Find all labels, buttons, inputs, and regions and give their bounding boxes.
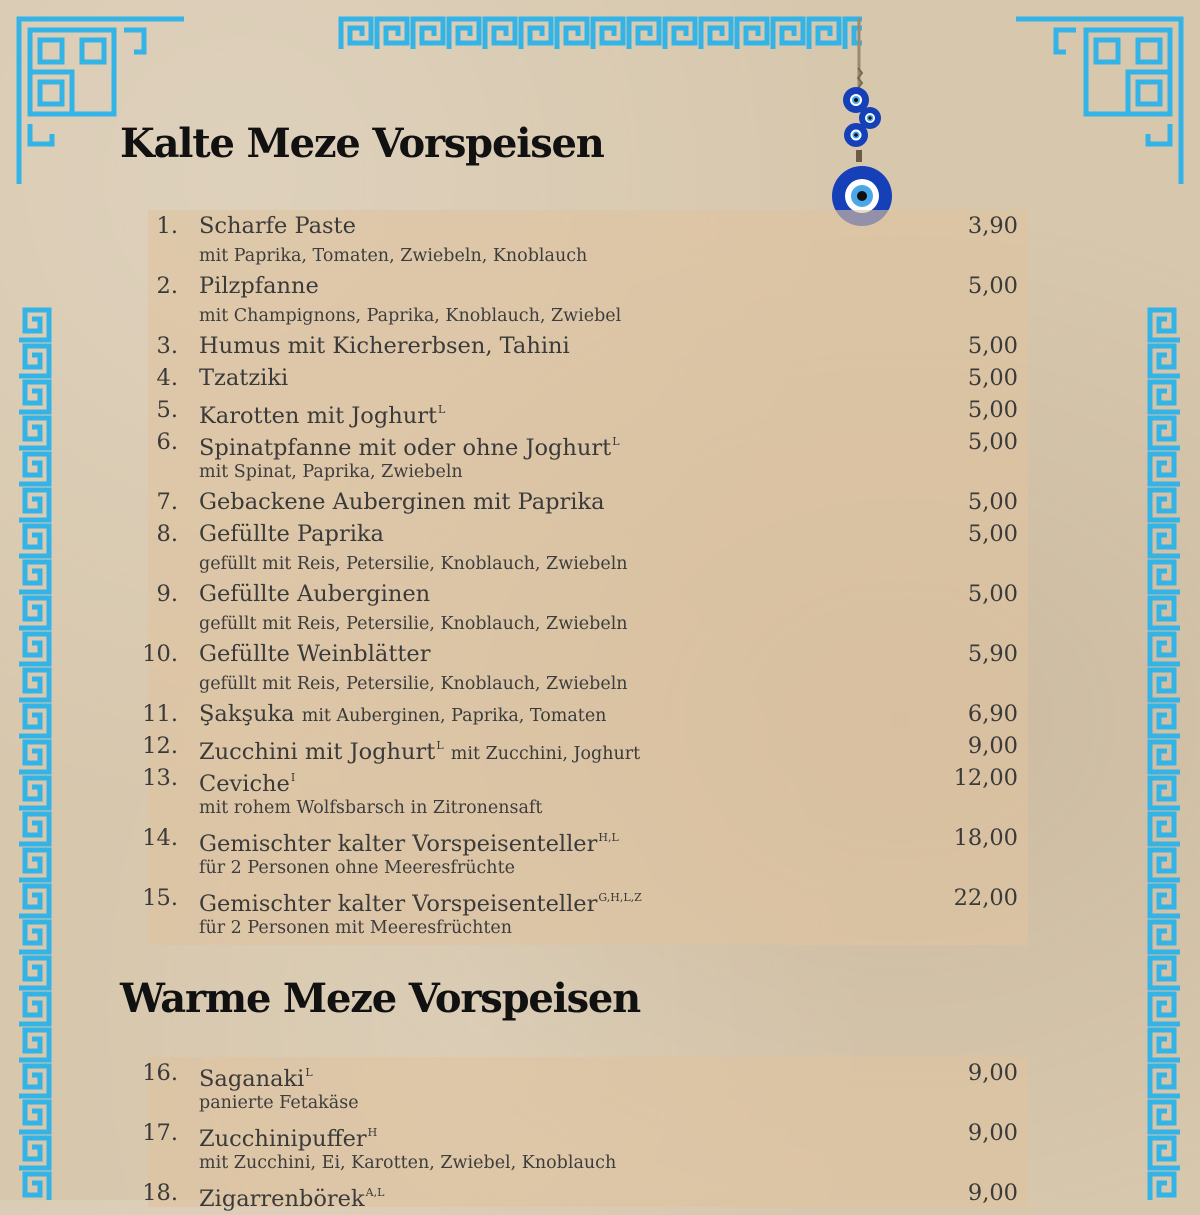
item-number: 14. <box>142 825 178 851</box>
item-name-line <box>199 518 384 550</box>
allergen-codes: L <box>438 403 446 416</box>
item-price: 22,00 <box>953 885 1018 911</box>
item-name: Zucchinipuffer <box>199 1126 367 1152</box>
item-name: Gefüllte Auberginen <box>199 581 431 607</box>
item-name-line <box>199 638 430 670</box>
item-name-line <box>199 578 430 610</box>
item-number: 18. <box>142 1180 178 1206</box>
item-description: mit Champignons, Paprika, Knoblauch, Zwiebel <box>199 306 622 326</box>
item-number: 5. <box>156 397 178 423</box>
menu-panel-cold <box>142 210 1028 945</box>
item-number: 16. <box>142 1060 178 1086</box>
menu-item-row <box>142 1057 1028 1092</box>
item-description: mit Paprika, Tomaten, Zwiebeln, Knoblauch <box>199 246 588 266</box>
section-title-cold: Kalte Meze Vorspeisen <box>120 120 604 167</box>
menu-item-row <box>148 330 1028 362</box>
item-name: Gebackene Auberginen mit Paprika <box>199 489 605 515</box>
menu-item-row <box>148 486 1028 518</box>
item-price: 5,00 <box>967 397 1018 423</box>
item-name: Ceviche <box>199 771 290 797</box>
item-name-line <box>199 426 620 464</box>
item-name: Gefüllte Paprika <box>199 521 384 547</box>
item-price: 18,00 <box>953 825 1018 851</box>
item-number: 2. <box>156 273 178 299</box>
item-description: mit rohem Wolfsbarsch in Zitronensaft <box>199 798 543 818</box>
item-name: Şakşuka <box>199 701 295 727</box>
item-price: 9,00 <box>967 1120 1018 1146</box>
allergen-codes: G,H,L,Z <box>598 891 642 904</box>
item-number: 6. <box>156 429 178 455</box>
top-meander-border <box>338 16 862 52</box>
item-number: 4. <box>156 365 178 391</box>
item-name-line <box>199 486 605 518</box>
item-number: 10. <box>142 641 178 667</box>
item-name-line <box>199 330 570 362</box>
item-name: Saganaki <box>199 1066 305 1092</box>
allergen-codes: I <box>290 771 296 784</box>
menu-item-row <box>148 518 1028 550</box>
item-price: 5,00 <box>967 581 1018 607</box>
menu-item-row <box>148 578 1028 610</box>
item-description: für 2 Personen mit Meeresfrüchten <box>199 918 513 938</box>
item-price: 9,00 <box>967 733 1018 759</box>
item-description: mit Zucchini, Ei, Karotten, Zwiebel, Knoblauch <box>199 1153 617 1173</box>
item-price: 12,00 <box>953 765 1018 791</box>
allergen-codes: A,L <box>365 1186 385 1199</box>
item-number: 3. <box>156 333 178 359</box>
item-price: 9,00 <box>967 1180 1018 1206</box>
item-name-line <box>199 698 606 732</box>
item-name-line <box>199 822 619 860</box>
evil-eye-charm-icon <box>828 18 898 233</box>
top-right-corner-ornament <box>1011 14 1186 189</box>
item-number: 1. <box>156 213 178 239</box>
item-number: 15. <box>142 885 178 911</box>
item-price: 5,00 <box>967 489 1018 515</box>
item-name-line <box>199 270 319 302</box>
allergen-codes: H <box>367 1126 378 1139</box>
menu-item-row <box>142 1117 1028 1152</box>
item-name-line <box>199 762 295 800</box>
allergen-codes: H,L <box>598 831 619 844</box>
item-name: Tzatziki <box>199 365 289 391</box>
item-price: 6,90 <box>967 701 1018 727</box>
item-price: 5,90 <box>967 641 1018 667</box>
allergen-codes: L <box>436 739 444 752</box>
item-number: 7. <box>156 489 178 515</box>
item-price: 5,00 <box>967 273 1018 299</box>
menu-item-description-row <box>148 302 1028 330</box>
item-description: für 2 Personen ohne Meeresfrüchte <box>199 858 515 878</box>
menu-item-description-row <box>148 610 1028 638</box>
menu-item-description-row <box>148 670 1028 698</box>
item-name-line <box>199 210 356 242</box>
allergen-codes: L <box>612 435 620 448</box>
right-meander-border <box>1147 307 1183 1200</box>
item-name-line <box>199 1117 377 1155</box>
item-number: 13. <box>142 765 178 791</box>
menu-item-row <box>142 762 1028 797</box>
item-name: Gemischter kalter Vorspeisenteller <box>199 891 598 917</box>
item-number: 8. <box>156 521 178 547</box>
left-meander-border <box>16 307 52 1200</box>
menu-item-row <box>148 362 1028 394</box>
item-name-line <box>199 1177 384 1215</box>
item-description: gefüllt mit Reis, Petersilie, Knoblauch, Zwiebeln <box>199 674 628 694</box>
section-title-warm: Warme Meze Vorspeisen <box>120 975 641 1022</box>
item-price: 9,00 <box>967 1060 1018 1086</box>
item-name: Zucchini mit Joghurt <box>199 739 436 765</box>
item-name-line <box>199 362 288 394</box>
menu-item-row <box>148 210 1028 242</box>
menu-list-warm <box>142 1057 1028 1212</box>
item-name: Zigarrenbörek <box>199 1186 365 1212</box>
item-description: gefüllt mit Reis, Petersilie, Knoblauch, Zwiebeln <box>199 554 628 574</box>
item-name: Gemischter kalter Vorspeisenteller <box>199 831 598 857</box>
item-name: Karotten mit Joghurt <box>199 403 438 429</box>
item-name: Gefüllte Weinblätter <box>199 641 431 667</box>
menu-item-row <box>142 730 1028 765</box>
item-number: 12. <box>142 733 178 759</box>
menu-panel-warm <box>142 1057 1028 1212</box>
menu-list-cold <box>142 210 1028 942</box>
menu-item-row <box>142 882 1028 917</box>
menu-item-description-row <box>148 242 1028 270</box>
item-price: 5,00 <box>967 521 1018 547</box>
item-name: Scharfe Paste <box>199 213 356 239</box>
item-price: 5,00 <box>967 365 1018 391</box>
menu-item-row <box>148 426 1028 461</box>
menu-item-description-row <box>148 550 1028 578</box>
menu-item-row <box>142 822 1028 857</box>
item-name-line <box>199 882 642 920</box>
item-description: mit Spinat, Paprika, Zwiebeln <box>199 462 463 482</box>
item-number: 9. <box>156 581 178 607</box>
item-name: Spinatpfanne mit oder ohne Joghurt <box>199 435 612 461</box>
item-name-line <box>199 1057 313 1095</box>
item-number: 17. <box>142 1120 178 1146</box>
menu-item-row <box>142 638 1028 670</box>
item-description: panierte Fetakäse <box>199 1093 359 1113</box>
menu-item-row <box>148 270 1028 302</box>
item-inline-description: mit Zucchini, Joghurt <box>450 744 641 764</box>
item-number: 11. <box>142 701 178 727</box>
item-inline-description: mit Auberginen, Paprika, Tomaten <box>301 706 607 726</box>
item-price: 5,00 <box>967 429 1018 455</box>
menu-item-row <box>148 394 1028 429</box>
item-name: Pilzpfanne <box>199 273 319 299</box>
item-price: 5,00 <box>967 333 1018 359</box>
item-name: Humus mit Kichererbsen, Tahini <box>199 333 570 359</box>
menu-item-row <box>142 698 1028 730</box>
allergen-codes: L <box>305 1066 313 1079</box>
item-description: gefüllt mit Reis, Petersilie, Knoblauch, Zwiebeln <box>199 614 628 634</box>
item-price: 3,90 <box>967 213 1018 239</box>
menu-item-row <box>142 1177 1028 1212</box>
